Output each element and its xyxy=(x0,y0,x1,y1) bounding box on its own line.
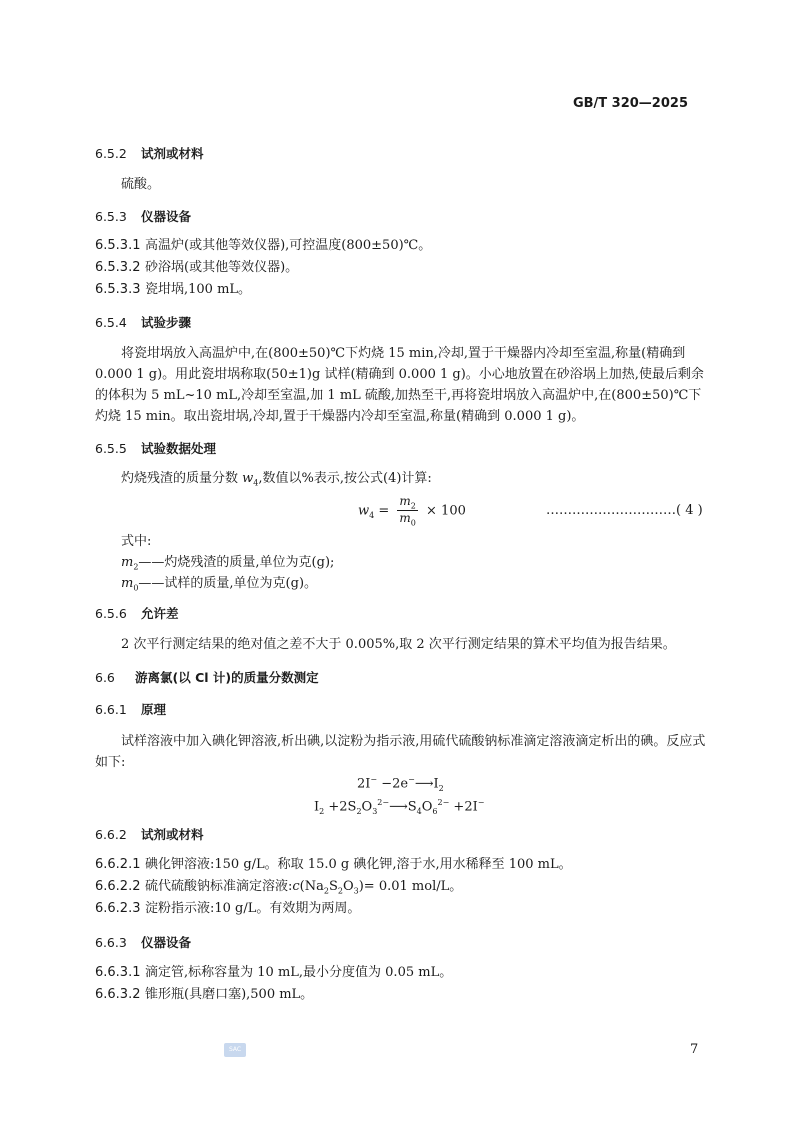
sac-logo-icon: SAC xyxy=(224,1043,246,1057)
principle-paragraph: 试样溶液中加入碘化钾溶液,析出碘,以淀粉为指示液,用硫代硫酸钠标准滴定溶液滴定析出的碘。反应式如下: xyxy=(95,734,706,770)
formula-4: $w_4$ = $\frac{m_2}{m_0}$ × 100 xyxy=(358,494,466,528)
standard-code: GB/T 320—2025 xyxy=(572,96,688,111)
section-heading-6-5-5: 6.5.5 试验数据处理 xyxy=(95,441,217,456)
procedure-paragraph: 将瓷坩埚放入高温炉中,在(800±50)℃下灼烧 15 min,冷却,置于干燥器内冷却至室温,称量(精确到 0.000 1 g)。用此瓷坩埚称取(50±1)g 试样(精确到 0.000 1 g)。小心地放置在砂浴埚上加热,使最后剩余的体积为 5 mL~10 mL,冷却至室温,加 1 mL 硫酸,加热至干,再将瓷坩埚放入高温炉中,在(800±50)℃下灼烧 15 min。取出瓷坩埚,冷却,置于干燥器内冷却至室温,称量(精确到 0.000 1 g)。 xyxy=(95,346,704,424)
section-heading-6-5-6: 6.5.6 允许差 xyxy=(95,606,179,621)
section-heading-6-6-3: 6.6.3 仪器设备 xyxy=(95,935,192,950)
section-heading-6-5-4: 6.5.4 试验步骤 xyxy=(95,315,192,330)
list-item: 6.5.3.1 高温炉(或其他等效仪器),可控温度(800±50)℃。 xyxy=(95,238,432,253)
section-heading-6-6-1: 6.6.1 原理 xyxy=(95,702,167,717)
variable-definition: $m_2——$灼烧残渣的质量,单位为克(g); xyxy=(121,555,335,572)
section-heading-6-5-3: 6.5.3 仪器设备 xyxy=(95,209,192,224)
reaction-equation-2: $I_2$ $+2S_2O_3^{2-}⟶S_4O_6^{2-} +2I^-$ xyxy=(314,798,485,816)
list-item: 6.6.2.3 淀粉指示液:10 g/L。有效期为两周。 xyxy=(95,901,361,916)
list-item: 6.6.3.1 滴定管,标称容量为 10 mL,最小分度值为 0.05 mL。 xyxy=(95,965,453,980)
list-item: 6.6.2.2 硫代硫酸钠标准滴定溶液$:c(Na_2S_2O_3)= 0.01$ mol/L。 xyxy=(95,879,463,896)
tolerance-text: 2 次平行测定结果的绝对值之差不大于 0.005%,取 2 次平行测定结果的算术平均值为报告结果。 xyxy=(121,637,676,652)
section-text-6-5-2: 硫酸。 xyxy=(121,177,161,192)
section-heading-6-6-2: 6.6.2 试剂或材料 xyxy=(95,827,204,842)
page-number: 7 xyxy=(690,1042,699,1057)
list-item: 6.6.2.1 碘化钾溶液:150 g/L。称取 15.0 g 碘化钾,溶于水,用水稀释至 100 mL。 xyxy=(95,857,572,872)
where-label: 式中: xyxy=(121,534,152,549)
reaction-equation-1: $2I^- -2e^-⟶I_2$ xyxy=(357,775,444,793)
section-heading-6-5-2: 6.5.2 试剂或材料 xyxy=(95,146,204,161)
variable-definition: $m_0——$试样的质量,单位为克(g)。 xyxy=(121,576,318,593)
list-item: 6.5.3.2 砂浴埚(或其他等效仪器)。 xyxy=(95,260,299,275)
list-item: 6.6.3.2 锥形瓶(具磨口塞),500 mL。 xyxy=(95,987,314,1002)
list-item: 6.5.3.3 瓷坩埚,100 mL。 xyxy=(95,282,252,297)
formula-intro: 灼烧残渣的质量分数 $w_4$,数值以%表示,按公式(4)计算: xyxy=(121,471,432,488)
section-heading-6-6: 6.6 游离氯(以 Cl 计)的质量分数测定 xyxy=(95,670,319,685)
fraction: $\frac{m_2}{m_0}$ xyxy=(399,494,416,528)
formula-number: …………………………( 4 ) xyxy=(546,503,703,518)
